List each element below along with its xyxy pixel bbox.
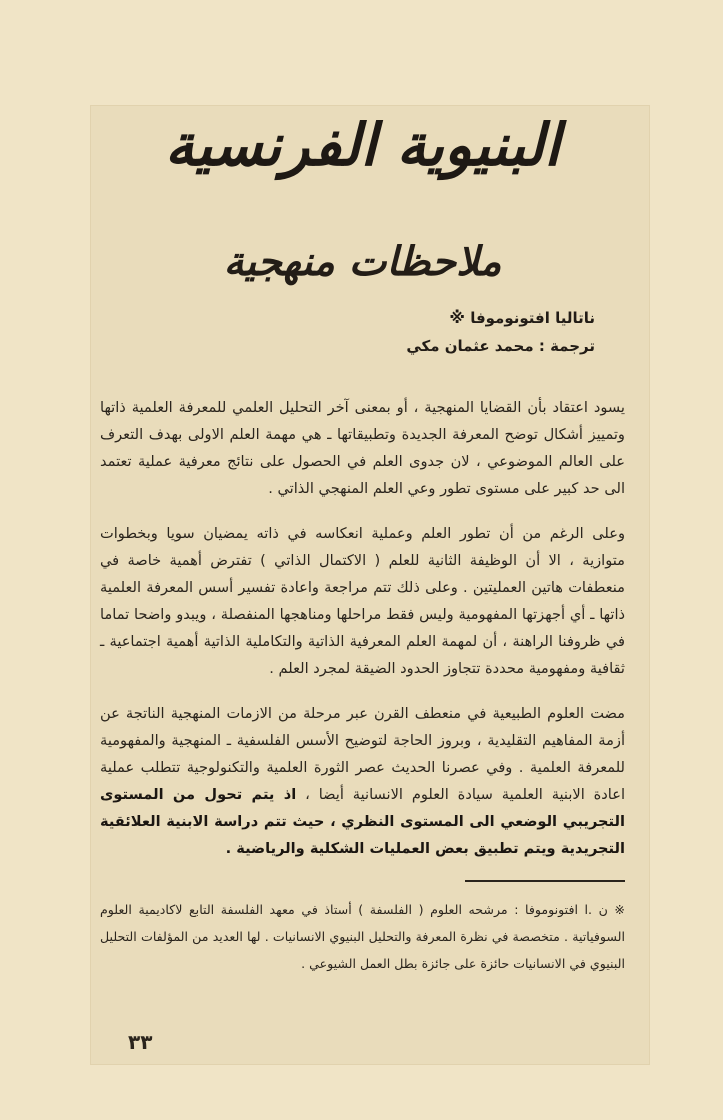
- article-title: البنيوية الفرنسية: [164, 111, 561, 179]
- paragraph-1: يسود اعتقاد بأن القضايا المنهجية ، أو بمعنى آخر التحليل العلمي للمعرفة العلمية ذاتها وتمييز أشكال توضح المعرفة الجديدة وتطبيقاتها ـ هي مهمة العلم الاولى بهدف التعرف على العالم الموضوعي ، لان جدوى العلم في الحصول على نتائج معرفية عملية تعتمد الى حد كبير على مستوى تطور وعي العلم المنهجي الذاتي .: [100, 399, 625, 497]
- paragraph-3-text: مضت العلوم الطبيعية في منعطف القرن عبر مرحلة من الازمات المنهجية الناتجة عن أزمة المفاهيم التقليدية ، وبروز الحاجة لتوضيح الأسس الفلسفية ـ المنهجية والمفهومية للمعرفة العلمية . وفي عصرنا الحديث عصر الثورة العلمية والتكنولوجية تتطلب عملية اعادة الابنية العلمية سيادة العلوم الانسانية أيضا ،: [100, 705, 625, 803]
- author-line: [100, 304, 595, 332]
- article-body: [100, 394, 625, 862]
- footnote-divider: [465, 880, 625, 882]
- article-subtitle: ملاحظات منهجية: [223, 238, 502, 285]
- paragraph-3-bold: اذ يتم تحول من المستوى التجريبي الوضعي الى المستوى النظري ، حيث تتم دراسة الابنية العلائقية التجريدية ويتم تطبيق بعض العمليات الشكلية والرياضية .: [100, 786, 625, 857]
- author-name: ناتاليا افتونوموفا: [470, 309, 595, 327]
- page-number: ٣٣: [128, 1030, 153, 1054]
- footnote-star-icon: ※: [449, 308, 465, 327]
- article: [100, 110, 625, 977]
- footnote: ※ ن .ا افتونوموفا : مرشحه العلوم ( الفلسفة ) أستاذ في معهد الفلسفة التابع لاكاديمية العلوم السوفياتية . متخصصة في نظرة المعرفة والتحليل البنيوي الانسانيات . لها العديد من المؤلفات التحليل البنيوي في الانسانيات حائزة على جائزة بطل العمل الشيوعي .: [100, 902, 625, 971]
- paragraph-2: وعلى الرغم من أن تطور العلم وعملية انعكاسه في ذاته يمضيان سويا وبخطوات متوازية ، الا أن الوظيفة الثانية للعلم ( الاكتمال الذاتي ) تفترض أهمية خاصة في منعطفات هاتين العمليتين . وعلى ذلك تتم مراجعة واعادة تفسير أسس المعرفة العلمية ذاتها ـ أي أجهزتها المفهومية وليس فقط مراحلها ومناهجها المنفصلة ، ويبدو واضحا تماما في ظروفنا الراهنة ، أن لمهمة العلم المعرفية الذاتية والتكاملية الذاتية أهمية اجتماعية ـ ثقافية ومفهومية محددة تتجاوز الحدود الضيقة لمجرد العلم .: [100, 525, 625, 677]
- byline: [100, 304, 595, 360]
- translator-line: ترجمة : محمد عثمان مكي: [406, 337, 595, 355]
- paragraph-3: [100, 700, 625, 862]
